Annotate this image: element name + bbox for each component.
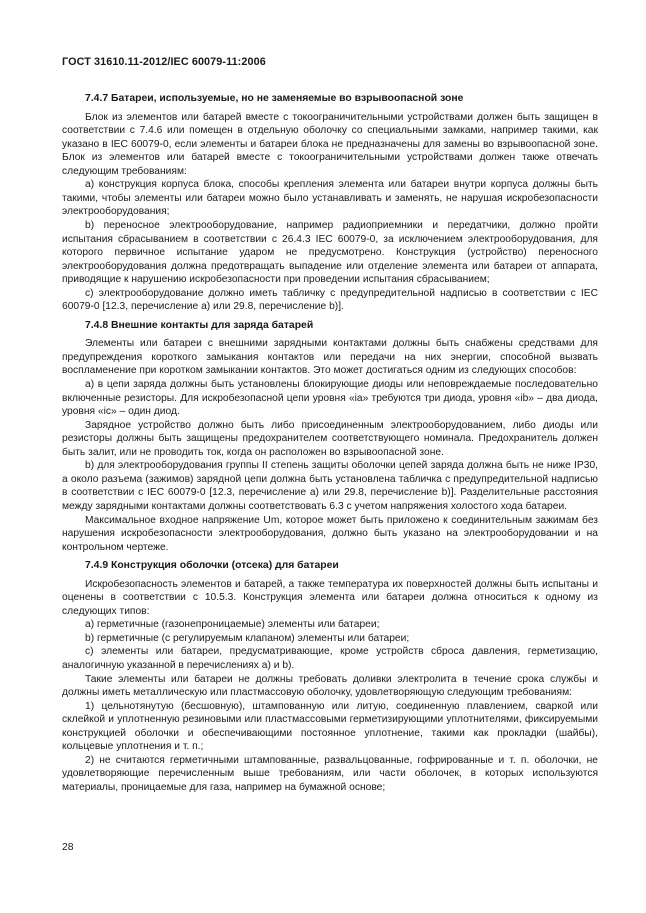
paragraph: Элементы или батареи с внешними зарядными контактами должны быть снабжены средствами для предупреждения короткого замыкания контактов или передачи на них энергии, способной вызвать воспламенение при коротком замыкании контактов. Это может достигаться одним из следующих способов: [62, 338, 598, 377]
paragraph: Блок из элементов или батарей вместе с токоограничительными устройствами должен быть защищен в соответствии с 7.4.6 или помещен в отдельную оболочку со специальными замками, например такими, как указано в IEC 60079-0, если элементы и батареи блока не предназначены для замены во взрывоопасной зоне. Блок из элементов или батарей вместе с токоограничительными устройствами должен также отвечать следующим требованиям: [62, 111, 598, 177]
paragraph: a) в цепи заряда должны быть установлены блокирующие диоды или неповреждаемые последовательно включенные резисторы. Для искробезопасной цепи уровня «ia» требуются три диода, уровня «ib» – два диода, уровня «ic» – один диод. [62, 379, 598, 418]
paragraph: b) герметичные (с регулируемым клапаном) элементы или батареи; [85, 632, 410, 644]
paragraph: Искробезопасность элементов и батарей, а также температура их поверхностей должны быть испытаны и оценены в соответствии с 10.5.3. Конструкция элемента или батареи должна относиться к одному из следующих типов: [62, 578, 598, 617]
paragraph: 2) не считаются герметичными штампованные, развальцованные, гофрированные и т. п. оболочки, не удовлетворяющие перечисленным выше требованиям, или части оболочек, в которых используются материалы, проницаемые для газа, например на бумажной основе; [62, 754, 598, 793]
paragraph: Такие элементы или батареи не должны требовать доливки электролита в течение срока службы и должны иметь металлическую или пластмассовую оболочку, удовлетворяющую следующим требованиям: [62, 673, 598, 699]
document-page [62, 56, 598, 794]
paragraph: c) электрооборудование должно иметь табличку с предупредительной надписью в соответствии с IEC 60079-0 [12.3, перечисление a) или 29.8, перечисление b)]. [62, 287, 598, 313]
paragraph: 1) цельнотянутую (бесшовную), штампованную или литую, соединенную плавлением, сваркой или склейкой и уплотненную резиновыми или пластмассовыми герметизирующими уплотнителями, фиксируемыми конструкцией оболочки и обеспечивающими постоянное уплотнение, такими как прокладки (шайбы), кольцевые уплотнения и т. п.; [62, 700, 598, 753]
paragraph: Зарядное устройство должно быть либо присоединенным электрооборудованием, либо диоды или резисторы должны быть защищены предохранителем соответствующего номинала. Предохранитель должен быть залит, или не проводить ток, когда он расположен во взрывоопасной зоне. [62, 419, 598, 458]
paragraph: Максимальное входное напряжение Um, которое может быть приложено к соединительным зажимам без нарушения искробезопасности электрооборудования, должно быть указано на электрооборудовании и на контрольном чертеже. [62, 514, 598, 553]
section-7-4-9 [62, 559, 598, 794]
section-title: 7.4.9 Конструкция оболочки (отсека) для батареи [85, 560, 339, 572]
page-number: 28 [62, 842, 74, 853]
paragraph: a) конструкция корпуса блока, способы крепления элемента или батареи внутри корпуса должны быть такими, чтобы элементы или батареи можно было устанавливать и заменять, не нарушая искробезопасности электрооборудования; [62, 179, 598, 218]
paragraph: b) для электрооборудования группы II степень защиты оболочки цепей заряда должна быть не ниже IP30, а около разъема (зажимов) зарядной цепи должна быть установлена табличка с предупредительной надписью в соответствии с IEC 60079-0 [12.3, перечисление a) или 29.8, перечисление b)]. Разделительные расстояния между зарядными контактами должны соответствовать 6.3 с учетом напряжения холостого хода батареи. [62, 460, 598, 512]
section-title: 7.4.8 Внешние контакты для заряда батарей [85, 319, 314, 331]
paragraph: a) герметичные (газонепроницаемые) элементы или батареи; [85, 619, 380, 631]
document-header: ГОСТ 31610.11-2012/IEC 60079-11:2006 [62, 56, 266, 68]
section-title: 7.4.7 Батареи, используемые, но не заменяемые во взрывоопасной зоне [85, 93, 464, 104]
paragraph: c) элементы или батареи, предусматривающие, кроме устройств сброса давления, герметизацию, аналогичную указанной в перечислениях a) и b). [62, 646, 598, 672]
section-7-4-8 [62, 319, 598, 554]
paragraph: b) переносное электрооборудование, например радиоприемники и передатчики, должно пройти испытания сбрасыванием в соответствии с 26.4.3 IEC 60079-0, за исключением электрооборудования, для которого первичное испытание ударом не предусмотрено. Конструкция (устройство) переносного электрооборудования должна предотвращать выпадение или отделение элемента или батареи от аппарата, приводящие к нарушению искробезопасности при проведении испытания сбрасыванием; [62, 219, 598, 286]
section-7-4-7 [62, 92, 598, 314]
